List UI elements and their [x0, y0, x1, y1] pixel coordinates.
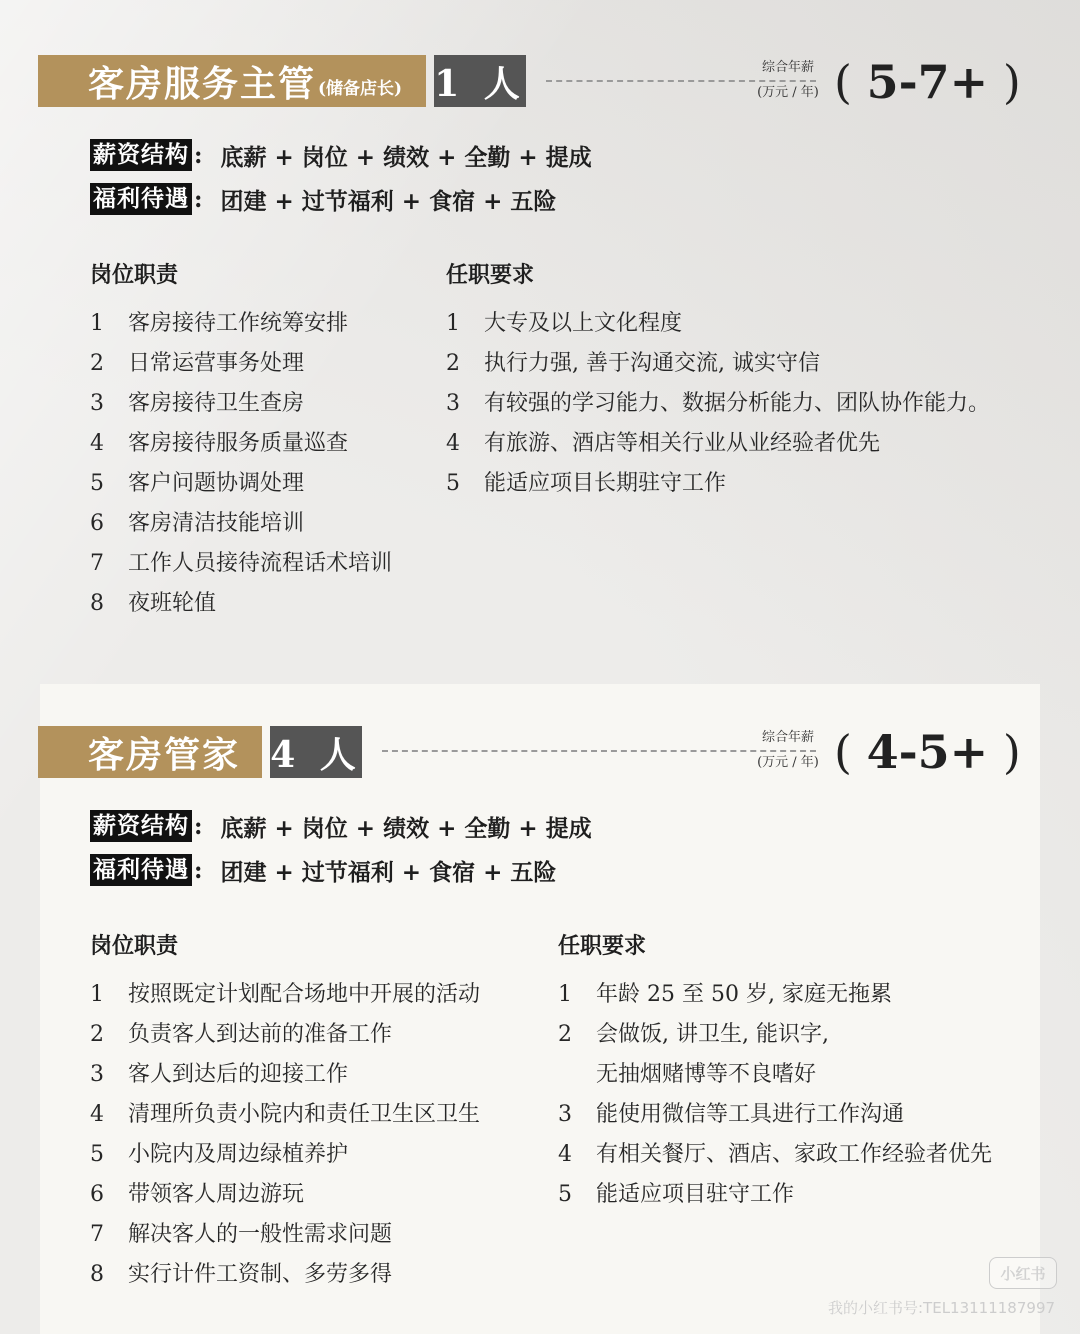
section2-salary-value: 4-5+ — [866, 725, 989, 779]
list-item — [90, 1255, 480, 1295]
item-number: 8 — [90, 591, 104, 616]
item-number: 7 — [90, 551, 104, 576]
item-text: 年龄 25 至 50 岁, 家庭无拖累 — [596, 982, 892, 1007]
list-item — [90, 1055, 480, 1095]
item-number: 6 — [90, 511, 104, 536]
section2-salary-label: 综合年薪 — [761, 730, 814, 745]
list-item — [90, 975, 480, 1015]
list-item — [90, 504, 392, 544]
section2-salary-unit: (万元 / 年) — [757, 755, 819, 770]
item-number: 5 — [90, 1142, 104, 1167]
list-item — [90, 1175, 480, 1215]
item-number: 4 — [90, 431, 104, 456]
section1-pay-value: 底薪 + 岗位 + 绩效 + 全勤 + 提成 — [220, 143, 592, 171]
item-number: 2 — [446, 351, 460, 376]
section2-benefit-value: 团建 + 过节福利 + 食宿 + 五险 — [220, 858, 557, 886]
section2-pay-tag: 薪资结构 — [90, 810, 192, 842]
item-number: 5 — [446, 471, 460, 496]
section2-pay-value: 底薪 + 岗位 + 绩效 + 全勤 + 提成 — [220, 814, 592, 842]
item-number: 2 — [558, 1022, 572, 1047]
list-item — [558, 1175, 992, 1215]
section1-req-heading: 任职要求 — [446, 262, 535, 288]
list-item — [90, 1015, 480, 1055]
item-text: 能使用微信等工具进行工作沟通 — [596, 1102, 905, 1127]
section1-salary-label: 综合年薪 — [761, 60, 814, 75]
item-number: 2 — [90, 1022, 104, 1047]
section1-benefit-row: 福利待遇 : 团建 + 过节福利 + 食宿 + 五险 — [90, 182, 556, 216]
item-text: 有相关餐厅、酒店、家政工作经验者优先 — [596, 1142, 993, 1167]
section1-req-list — [446, 304, 990, 504]
list-item — [90, 424, 392, 464]
item-number: 3 — [446, 391, 460, 416]
section2-title: 客房管家 — [88, 733, 241, 776]
section1-salary-unit: (万元 / 年) — [757, 85, 819, 100]
section1-title-sub: (储备店长) — [318, 78, 403, 99]
section2-req-heading: 任职要求 — [558, 933, 647, 959]
item-text: 客户问题协调处理 — [128, 471, 305, 496]
item-text: 小院内及周边绿植养护 — [128, 1142, 349, 1167]
list-item — [90, 1135, 480, 1175]
section2-req-list — [558, 975, 992, 1215]
item-number: 3 — [90, 391, 104, 416]
item-number: 4 — [446, 431, 460, 456]
list-item — [558, 1015, 992, 1055]
item-number: 8 — [90, 1262, 104, 1287]
list-item — [90, 464, 392, 504]
item-number: 3 — [558, 1102, 572, 1127]
list-item — [558, 975, 992, 1015]
watermark-id: 我的小红书号:TEL13111187997 — [828, 1299, 1056, 1317]
item-text: 带领客人周边游玩 — [128, 1182, 305, 1207]
list-item — [90, 304, 392, 344]
section1-salary: ( 5-7+ ) — [834, 55, 1021, 109]
item-text: 日常运营事务处理 — [128, 351, 305, 376]
list-item — [558, 1095, 992, 1135]
item-number: 1 — [446, 311, 460, 336]
section1-duties-list — [90, 304, 392, 624]
item-number: 5 — [558, 1182, 572, 1207]
section1-headcount: 1 人 — [434, 55, 526, 107]
item-text: 客房清洁技能培训 — [128, 511, 305, 536]
item-text: 解决客人的一般性需求问题 — [128, 1222, 393, 1247]
list-item — [446, 344, 990, 384]
item-text: 按照既定计划配合场地中开展的活动 — [128, 982, 481, 1007]
list-item — [90, 544, 392, 584]
list-item — [446, 464, 990, 504]
section1-duties-heading: 岗位职责 — [90, 262, 179, 288]
section1-pay-tag: 薪资结构 — [90, 139, 192, 171]
section1-benefit-value: 团建 + 过节福利 + 食宿 + 五险 — [220, 187, 557, 215]
list-item — [558, 1055, 992, 1095]
section2-duties-heading: 岗位职责 — [90, 933, 179, 959]
list-item — [558, 1135, 992, 1175]
item-text: 大专及以上文化程度 — [484, 311, 683, 336]
item-text: 能适应项目驻守工作 — [596, 1182, 795, 1207]
item-number: 2 — [90, 351, 104, 376]
item-text: 清理所负责小院内和责任卫生区卫生 — [128, 1102, 481, 1127]
item-number: 4 — [558, 1142, 572, 1167]
section1-benefit-tag: 福利待遇 — [90, 183, 192, 215]
list-item — [446, 424, 990, 464]
item-text: 负责客人到达前的准备工作 — [128, 1022, 393, 1047]
xiaohongshu-logo: 小红书 — [989, 1257, 1057, 1289]
item-text: 客房接待卫生查房 — [128, 391, 305, 416]
item-text: 有旅游、酒店等相关行业从业经验者优先 — [484, 431, 881, 456]
list-item — [90, 584, 392, 624]
item-number: 3 — [90, 1062, 104, 1087]
item-text: 会做饭, 讲卫生, 能识字, — [596, 1022, 829, 1047]
section1-title: 客房服务主管 — [88, 62, 317, 105]
list-item — [90, 1215, 480, 1255]
item-number: 4 — [90, 1102, 104, 1127]
section1-salary-value: 5-7+ — [866, 55, 989, 109]
section2-benefit-row: 福利待遇 : 团建 + 过节福利 + 食宿 + 五险 — [90, 853, 556, 887]
item-text: 实行计件工资制、多劳多得 — [128, 1262, 393, 1287]
item-text: 工作人员接待流程话术培训 — [128, 551, 393, 576]
item-text: 夜班轮值 — [128, 591, 217, 616]
list-item — [446, 304, 990, 344]
list-item — [90, 344, 392, 384]
item-text: 有较强的学习能力、数据分析能力、团队协作能力。 — [484, 391, 991, 416]
item-text: 客房接待工作统筹安排 — [128, 311, 349, 336]
section2-salary: ( 4-5+ ) — [834, 725, 1021, 779]
list-item — [90, 1095, 480, 1135]
item-text: 客人到达后的迎接工作 — [128, 1062, 349, 1087]
item-number: 1 — [90, 311, 104, 336]
section1-title-banner — [38, 55, 426, 107]
item-number: 1 — [558, 982, 572, 1007]
section2-title-banner — [38, 726, 262, 778]
section2-benefit-tag: 福利待遇 — [90, 854, 192, 886]
item-number: 6 — [90, 1182, 104, 1207]
item-text: 能适应项目长期驻守工作 — [484, 471, 727, 496]
item-number: 7 — [90, 1222, 104, 1247]
section2-pay-row: 薪资结构 : 底薪 + 岗位 + 绩效 + 全勤 + 提成 — [90, 809, 592, 843]
section2-duties-list — [90, 975, 480, 1295]
section1-pay-row: 薪资结构 : 底薪 + 岗位 + 绩效 + 全勤 + 提成 — [90, 138, 592, 172]
item-text: 客房接待服务质量巡查 — [128, 431, 349, 456]
list-item — [90, 384, 392, 424]
item-number: 1 — [90, 982, 104, 1007]
item-number: 5 — [90, 471, 104, 496]
section2-headcount: 4 人 — [270, 726, 362, 778]
list-item — [446, 384, 990, 424]
item-text: 无抽烟赌博等不良嗜好 — [596, 1062, 817, 1087]
item-text: 执行力强, 善于沟通交流, 诚实守信 — [484, 351, 820, 376]
